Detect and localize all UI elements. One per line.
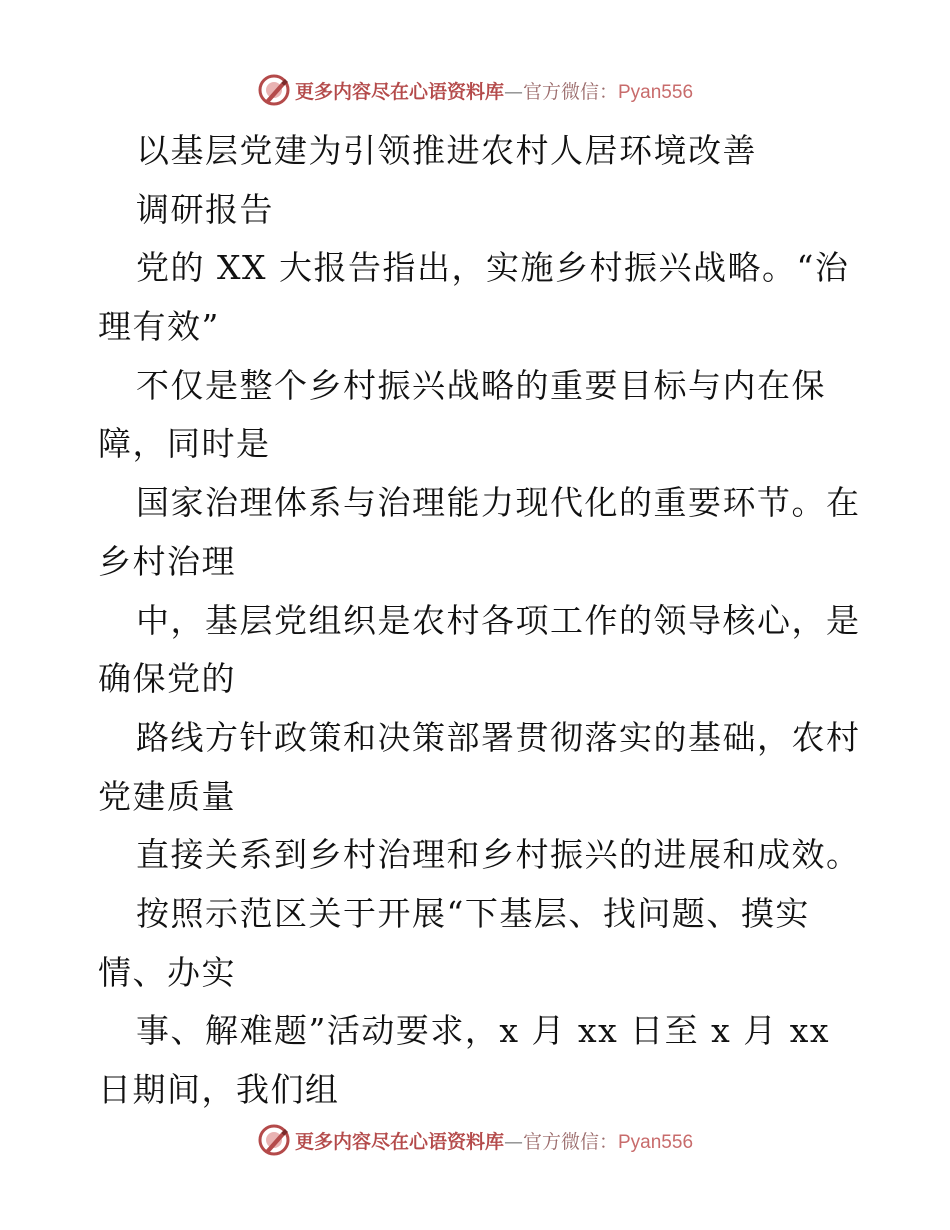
footer-watermark xyxy=(0,1120,950,1160)
text-line: 路线方针政策和决策部署贯彻落实的基础，农村 xyxy=(136,717,861,757)
watermark-id: Pyan556 xyxy=(618,81,694,103)
watermark-main-text: 更多内容尽在心语资料库 xyxy=(294,1130,504,1153)
text-line: 中，基层党组织是农村各项工作的领导核心，是 xyxy=(136,600,861,640)
text-line: 确保党的 xyxy=(98,659,236,699)
text-line: 理有效” xyxy=(98,307,220,347)
text-line: 国家治理体系与治理能力现代化的重要环节。在 xyxy=(136,483,861,523)
text-line: 党建质量 xyxy=(98,776,236,816)
watermark-dash: — xyxy=(503,80,523,103)
watermark-main-text: 更多内容尽在心语资料库 xyxy=(294,80,504,103)
watermark-sub-text: 官方微信： xyxy=(522,80,618,103)
pen-logo-icon xyxy=(257,1123,291,1157)
text-line: 按照示范区关于开展“下基层、找问题、摸实 xyxy=(136,893,810,933)
document-body xyxy=(98,122,861,1120)
text-line: 以基层党建为引领推进农村人居环境改善 xyxy=(136,131,757,170)
watermark-dash: — xyxy=(503,1130,523,1153)
text-line: 调研报告 xyxy=(136,189,274,229)
text-line: 日期间，我们组 xyxy=(98,1070,340,1109)
header-watermark xyxy=(0,70,950,110)
text-line: 情、办实 xyxy=(98,952,236,992)
text-line: 障，同时是 xyxy=(98,424,271,464)
text-line: 党的 XX 大报告指出，实施乡村振兴战略。“治 xyxy=(136,248,850,288)
text-line: 直接关系到乡村治理和乡村振兴的进展和成效。 xyxy=(136,835,861,875)
watermark-id: Pyan556 xyxy=(618,1131,694,1153)
text-line: 不仅是整个乡村振兴战略的重要目标与内在保 xyxy=(136,365,826,405)
pen-logo-icon xyxy=(257,73,291,107)
watermark-sub-text: 官方微信： xyxy=(522,1130,618,1153)
text-line: 事、解难题”活动要求，x 月 xx 日至 x 月 xx xyxy=(136,1011,830,1051)
text-line: 乡村治理 xyxy=(98,541,236,581)
